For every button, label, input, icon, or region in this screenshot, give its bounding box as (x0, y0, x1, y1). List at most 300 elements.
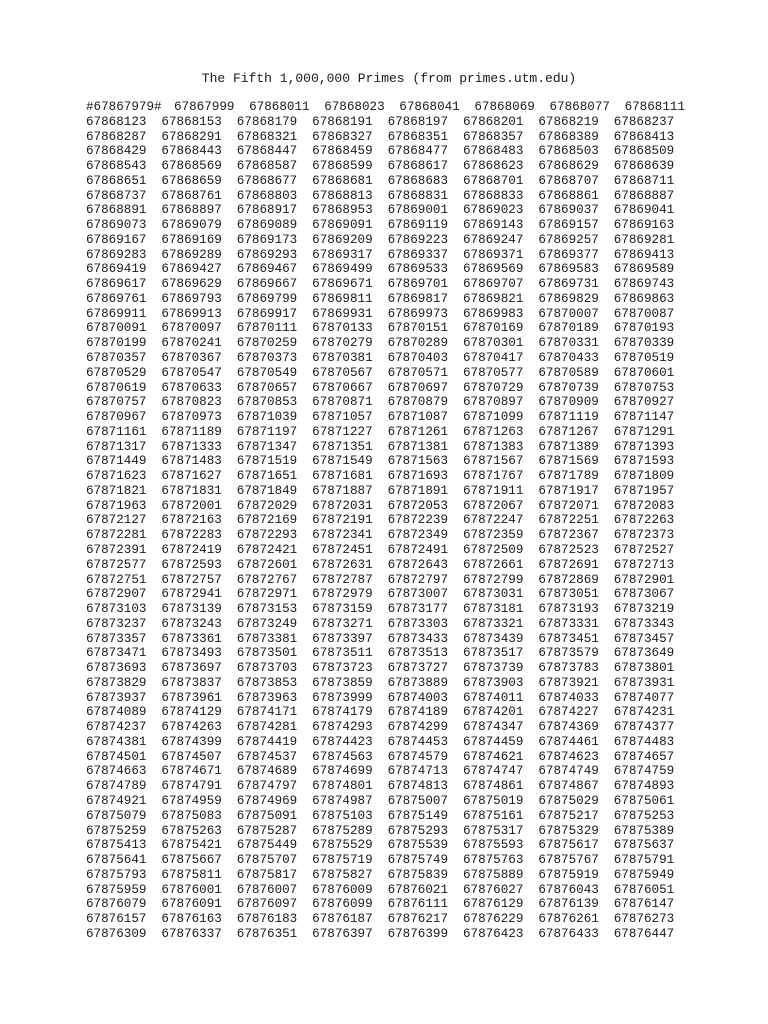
prime-cell: 67875329 (538, 823, 599, 838)
table-row (86, 735, 706, 750)
prime-cell: 67871263 (462, 424, 524, 439)
prime-cell: 67874861 (462, 779, 524, 794)
prime-cell: 67875253 (613, 808, 675, 823)
prime-cell: 67869167 (86, 232, 147, 247)
prime-cell: 67869707 (462, 277, 524, 292)
prime-cell: 67875959 (86, 882, 147, 897)
prime-cell: 67870169 (462, 321, 524, 336)
header-cell: 67868023 (324, 100, 385, 114)
prime-cell: 67871627 (161, 469, 222, 484)
prime-cell: 67873381 (236, 631, 298, 646)
prime-cell: 67868503 (538, 144, 599, 159)
prime-cell: 67869427 (161, 262, 222, 277)
prime-cell: 67870403 (387, 351, 449, 366)
prime-cell: 67874227 (538, 705, 599, 720)
prime-cell: 67873999 (312, 690, 373, 705)
prime-cell: 67868197 (387, 114, 449, 129)
prime-cell: 67874747 (462, 764, 524, 779)
prime-cell: 67873397 (312, 631, 373, 646)
prime-cell: 67872577 (86, 557, 147, 572)
prime-cell: 67869811 (312, 291, 373, 306)
prime-cell: 67875259 (86, 823, 147, 838)
prime-cell: 67870381 (312, 351, 373, 366)
prime-cell: 67876099 (312, 897, 373, 912)
prime-cell: 67868833 (462, 188, 524, 203)
prime-cell: 67874293 (312, 720, 373, 735)
prime-cell: 67874299 (387, 720, 449, 735)
prime-cell: 67869089 (236, 218, 298, 233)
prime-cell: 67875539 (387, 838, 449, 853)
prime-cell: 67876217 (387, 912, 449, 927)
prime-cell: 67875529 (312, 838, 373, 853)
prime-cell: 67870897 (462, 395, 524, 410)
prime-cell: 67872979 (312, 587, 373, 602)
prime-cell: 67871197 (236, 424, 298, 439)
prime-cell: 67876423 (462, 926, 524, 941)
prime-cell: 67869337 (387, 247, 449, 262)
prime-cell: 67870577 (462, 365, 524, 380)
prime-cell: 67869413 (613, 247, 675, 262)
prime-cell: 67874011 (462, 690, 524, 705)
prime-cell: 67868813 (312, 188, 373, 203)
table-row (86, 130, 706, 145)
prime-cell: 67869701 (387, 277, 449, 292)
prime-cell: 67869283 (86, 247, 147, 262)
prime-cell: 67872767 (236, 572, 298, 587)
table-row (86, 292, 706, 307)
prime-cell: 67870259 (236, 336, 298, 351)
prime-cell: 67871911 (462, 483, 524, 498)
prime-cell: 67869209 (312, 232, 373, 247)
prime-cell: 67869041 (613, 203, 675, 218)
prime-cell: 67875667 (161, 853, 222, 868)
prime-cell: 67868509 (613, 144, 675, 159)
prime-cell: 67869293 (236, 247, 298, 262)
prime-cell: 67873921 (538, 675, 599, 690)
prime-cell: 67873007 (387, 587, 449, 602)
prime-cell: 67872491 (387, 542, 449, 557)
prime-cell: 67870589 (538, 365, 599, 380)
prime-cell: 67874459 (462, 734, 524, 749)
prime-cell: 67872251 (538, 513, 599, 528)
prime-cell: 67869667 (236, 277, 298, 292)
prime-cell: 67871267 (538, 424, 599, 439)
prime-cell: 67874033 (538, 690, 599, 705)
prime-cell: 67874077 (613, 690, 675, 705)
prime-cell: 67868287 (86, 129, 147, 144)
prime-cell: 67874657 (613, 749, 675, 764)
table-row (86, 189, 706, 204)
prime-cell: 67870729 (462, 380, 524, 395)
prime-cell: 67872751 (86, 572, 147, 587)
prime-cell: 67872163 (161, 513, 222, 528)
prime-cell: 67874003 (387, 690, 449, 705)
prime-cell: 67870367 (161, 351, 222, 366)
prime-cell: 67869793 (161, 291, 222, 306)
table-row (86, 676, 706, 691)
prime-cell: 67876337 (161, 926, 222, 941)
prime-cell: 67871549 (312, 454, 373, 469)
prime-cell: 67872247 (462, 513, 524, 528)
prime-cell: 67868617 (387, 159, 449, 174)
prime-cell: 67873177 (387, 602, 449, 617)
prime-cell: 67869913 (161, 306, 222, 321)
prime-cell: 67871161 (86, 424, 147, 439)
page-title: The Fifth 1,000,000 Primes (from primes.utm.edu) (201, 71, 577, 86)
prime-cell: 67872127 (86, 513, 147, 528)
prime-cell: 67869931 (312, 306, 373, 321)
prime-cell: 67872239 (387, 513, 449, 528)
prime-cell: 67868651 (86, 173, 147, 188)
prime-cell: 67870357 (86, 351, 147, 366)
prime-cell: 67875617 (538, 838, 599, 853)
prime-cell: 67872169 (236, 513, 298, 528)
prime-cell: 67872907 (86, 587, 147, 602)
prime-cell: 67871917 (538, 483, 599, 498)
prime-cell: 67868683 (387, 173, 449, 188)
prime-cell: 67876147 (613, 897, 675, 912)
prime-cell: 67872083 (613, 498, 675, 513)
table-row (86, 248, 706, 263)
prime-cell: 67872293 (236, 528, 298, 543)
prime-cell: 67873361 (161, 631, 222, 646)
prime-cell: 67868123 (86, 114, 147, 129)
prime-cell: 67874537 (236, 749, 298, 764)
table-row (86, 750, 706, 765)
prime-cell: 67872593 (161, 557, 222, 572)
prime-cell: 67872263 (613, 513, 675, 528)
header-cell: 67868111 (624, 100, 686, 114)
prime-cell: 67875791 (613, 853, 675, 868)
prime-cell: 67875029 (538, 793, 599, 808)
prime-cell: 67870871 (312, 395, 373, 410)
header-row (86, 100, 706, 115)
prime-cell: 67875293 (387, 823, 449, 838)
prime-cell: 67876163 (161, 912, 222, 927)
prime-cell: 67870667 (312, 380, 373, 395)
prime-cell: 67873937 (86, 690, 147, 705)
prime-cell: 67873837 (161, 675, 222, 690)
prime-cell: 67870331 (538, 336, 599, 351)
prime-cell: 67873493 (161, 646, 222, 661)
prime-cell: 67873513 (387, 646, 449, 661)
prime-cell: 67875817 (236, 867, 298, 882)
table-row (86, 543, 706, 558)
prime-cell: 67875317 (462, 823, 524, 838)
prime-cell: 67872031 (312, 498, 373, 513)
prime-cell: 67870619 (86, 380, 147, 395)
prime-cell: 67870927 (613, 395, 675, 410)
prime-cell: 67871831 (161, 483, 222, 498)
prime-cell: 67868639 (613, 159, 675, 174)
prime-cell: 67876433 (538, 926, 599, 941)
prime-cell: 67870571 (387, 365, 449, 380)
prime-cell: 67876399 (387, 926, 449, 941)
prime-cell: 67875793 (86, 867, 147, 882)
prime-cell: 67873697 (161, 661, 222, 676)
prime-cell: 67868599 (312, 159, 373, 174)
prime-cell: 67873321 (462, 616, 524, 631)
table-row (86, 883, 706, 898)
prime-cell: 67868477 (387, 144, 449, 159)
prime-cell: 67873783 (538, 661, 599, 676)
prime-cell: 67868707 (538, 173, 599, 188)
prime-cell: 67872941 (161, 587, 222, 602)
prime-cell: 67874789 (86, 779, 147, 794)
prime-cell: 67869143 (462, 218, 524, 233)
prime-cell: 67876351 (236, 926, 298, 941)
prime-cell: 67868953 (312, 203, 373, 218)
prime-cell: 67874713 (387, 764, 449, 779)
prime-cell: 67869731 (538, 277, 599, 292)
prime-cell: 67872281 (86, 528, 147, 543)
prime-cell: 67871039 (236, 410, 298, 425)
prime-cell: 67868711 (613, 173, 675, 188)
prime-cell: 67870529 (86, 365, 147, 380)
prime-cell: 67869911 (86, 306, 147, 321)
prime-cell: 67873963 (236, 690, 298, 705)
table-row (86, 381, 706, 396)
prime-cell: 67868887 (613, 188, 675, 203)
prime-cell: 67869829 (538, 291, 599, 306)
prime-cell: 67876021 (387, 882, 449, 897)
prime-cell: 67873739 (462, 661, 524, 676)
prime-cell: 67875707 (236, 853, 298, 868)
prime-cell: 67875389 (613, 823, 675, 838)
prime-cell: 67870909 (538, 395, 599, 410)
prime-cell: 67873303 (387, 616, 449, 631)
prime-cell: 67870111 (236, 321, 298, 336)
header-cell: #67867979# (86, 100, 162, 114)
prime-cell: 67870007 (538, 306, 599, 321)
prime-cell: 67870193 (613, 321, 675, 336)
prime-cell: 67869499 (312, 262, 373, 277)
prime-cell: 67874347 (462, 720, 524, 735)
prime-cell: 67870417 (462, 351, 524, 366)
table-row (86, 868, 706, 883)
prime-cell: 67875263 (161, 823, 222, 838)
prime-cell: 67872601 (236, 557, 298, 572)
table-row (86, 558, 706, 573)
prime-cell: 67873031 (462, 587, 524, 602)
prime-cell: 67870853 (236, 395, 298, 410)
prime-cell: 67876447 (613, 926, 675, 941)
prime-cell: 67870151 (387, 321, 449, 336)
prime-cell: 67868327 (312, 129, 373, 144)
prime-cell: 67873439 (462, 631, 524, 646)
prime-cell: 67875641 (86, 853, 147, 868)
prime-cell: 67874399 (161, 734, 222, 749)
prime-cell: 67873433 (387, 631, 449, 646)
table-row (86, 307, 706, 322)
prime-cell: 67871623 (86, 469, 147, 484)
prime-cell: 67875079 (86, 808, 147, 823)
prime-cell: 67868443 (161, 144, 222, 159)
table-row (86, 425, 706, 440)
prime-cell: 67876051 (613, 882, 675, 897)
prime-cell: 67870973 (161, 410, 222, 425)
prime-cell: 67874921 (86, 793, 147, 808)
prime-cell: 67868659 (161, 173, 222, 188)
prime-cell: 67868219 (538, 114, 599, 129)
prime-cell: 67871147 (613, 410, 675, 425)
prime-cell: 67872869 (538, 572, 599, 587)
prime-cell: 67870567 (312, 365, 373, 380)
prime-cell: 67869163 (613, 218, 675, 233)
prime-cell: 67868201 (462, 114, 524, 129)
prime-cell: 67869983 (462, 306, 524, 321)
prime-cell: 67869917 (236, 306, 298, 321)
prime-cell: 67874621 (462, 749, 524, 764)
prime-cell: 67876027 (462, 882, 524, 897)
prime-cell: 67873237 (86, 616, 147, 631)
table-row (86, 927, 706, 942)
prime-cell: 67874381 (86, 734, 147, 749)
prime-cell: 67870879 (387, 395, 449, 410)
prime-cell: 67870373 (236, 351, 298, 366)
prime-cell: 67869223 (387, 232, 449, 247)
prime-cell: 67875149 (387, 808, 449, 823)
prime-cell: 67868179 (236, 114, 298, 129)
prime-cell: 67871563 (387, 454, 449, 469)
prime-cell: 67873859 (312, 675, 373, 690)
header-cell: 67868069 (474, 100, 535, 114)
prime-cell: 67874129 (161, 705, 222, 720)
prime-cell: 67874507 (161, 749, 222, 764)
prime-cell: 67876187 (312, 912, 373, 927)
table-row (86, 661, 706, 676)
prime-cell: 67869257 (538, 232, 599, 247)
prime-cell: 67870199 (86, 336, 147, 351)
prime-cell: 67874281 (236, 720, 298, 735)
prime-cell: 67870339 (613, 336, 675, 351)
table-row (86, 779, 706, 794)
prime-cell: 67870549 (236, 365, 298, 380)
prime-cell: 67876397 (312, 926, 373, 941)
prime-cell: 67874419 (236, 734, 298, 749)
prime-cell: 67874501 (86, 749, 147, 764)
prime-cell: 67871291 (613, 424, 675, 439)
prime-cell: 67870753 (613, 380, 675, 395)
prime-cell: 67876139 (538, 897, 599, 912)
prime-cell: 67869467 (236, 262, 298, 277)
prime-cell: 67873903 (462, 675, 524, 690)
prime-cell: 67874231 (613, 705, 675, 720)
prime-cell: 67874377 (613, 720, 675, 735)
prime-cell: 67868917 (236, 203, 298, 218)
prime-cell: 67870601 (613, 365, 675, 380)
prime-cell: 67876007 (236, 882, 298, 897)
prime-cell: 67868321 (236, 129, 298, 144)
prime-cell: 67872691 (538, 557, 599, 572)
prime-cell: 67868413 (613, 129, 675, 144)
prime-cell: 67874797 (236, 779, 298, 794)
table-row (86, 897, 706, 912)
prime-cell: 67873243 (161, 616, 222, 631)
table-row (86, 174, 706, 189)
prime-cell: 67874801 (312, 779, 373, 794)
table-row (86, 440, 706, 455)
prime-cell: 67868357 (462, 129, 524, 144)
prime-cell: 67868803 (236, 188, 298, 203)
prime-cell: 67872053 (387, 498, 449, 513)
prime-cell: 67873501 (236, 646, 298, 661)
prime-cell: 67871681 (312, 469, 373, 484)
prime-cell: 67869001 (387, 203, 449, 218)
prime-cell: 67872799 (462, 572, 524, 587)
prime-cell: 67873159 (312, 602, 373, 617)
prime-cell: 67871333 (161, 439, 222, 454)
prime-cell: 67868291 (161, 129, 222, 144)
prime-cell: 67872631 (312, 557, 373, 572)
prime-cell: 67875421 (161, 838, 222, 853)
prime-cell: 67875949 (613, 867, 675, 882)
prime-cell: 67874461 (538, 734, 599, 749)
prime-cell: 67874867 (538, 779, 599, 794)
prime-cell: 67868153 (161, 114, 222, 129)
prime-cell: 67871347 (236, 439, 298, 454)
prime-cell: 67875827 (312, 867, 373, 882)
prime-cell: 67874663 (86, 764, 147, 779)
prime-cell: 67874089 (86, 705, 147, 720)
table-row (86, 528, 706, 543)
prime-cell: 67874759 (613, 764, 675, 779)
table-row (86, 277, 706, 292)
prime-cell: 67869629 (161, 277, 222, 292)
prime-cell: 67868543 (86, 159, 147, 174)
table-row (86, 602, 706, 617)
prime-cell: 67872787 (312, 572, 373, 587)
prime-cell: 67873331 (538, 616, 599, 631)
table-row (86, 484, 706, 499)
prime-cell: 67876079 (86, 897, 147, 912)
prime-cell: 67876043 (538, 882, 599, 897)
prime-cell: 67875103 (312, 808, 373, 823)
prime-cell: 67870657 (236, 380, 298, 395)
prime-cell: 67873801 (613, 661, 675, 676)
prime-cell: 67872509 (462, 542, 524, 557)
prime-cell: 67869037 (538, 203, 599, 218)
header-cell: 67868011 (249, 100, 310, 114)
prime-cell: 67872359 (462, 528, 524, 543)
prime-cell: 67871351 (312, 439, 373, 454)
prime-cell: 67871593 (613, 454, 675, 469)
prime-cell: 67869799 (236, 291, 298, 306)
prime-cell: 67869377 (538, 247, 599, 262)
prime-cell: 67868623 (462, 159, 524, 174)
prime-cell: 67870967 (86, 410, 147, 425)
prime-cell: 67869761 (86, 291, 147, 306)
table-row (86, 705, 706, 720)
prime-cell: 67869589 (613, 262, 675, 277)
table-row (86, 395, 706, 410)
prime-cell: 67872527 (613, 542, 675, 557)
prime-cell: 67873471 (86, 646, 147, 661)
prime-cell: 67875637 (613, 838, 675, 853)
header-cell: 67868077 (549, 100, 610, 114)
table-row (86, 454, 706, 469)
prime-cell: 67874179 (312, 705, 373, 720)
prime-cell: 67869371 (462, 247, 524, 262)
prime-cell: 67873517 (462, 646, 524, 661)
table-row (86, 262, 706, 277)
table-row (86, 469, 706, 484)
prime-cell: 67870301 (462, 336, 524, 351)
table-row (86, 410, 706, 425)
prime-cell: 67876157 (86, 912, 147, 927)
prime-cell: 67870697 (387, 380, 449, 395)
prime-cell: 67875919 (538, 867, 599, 882)
